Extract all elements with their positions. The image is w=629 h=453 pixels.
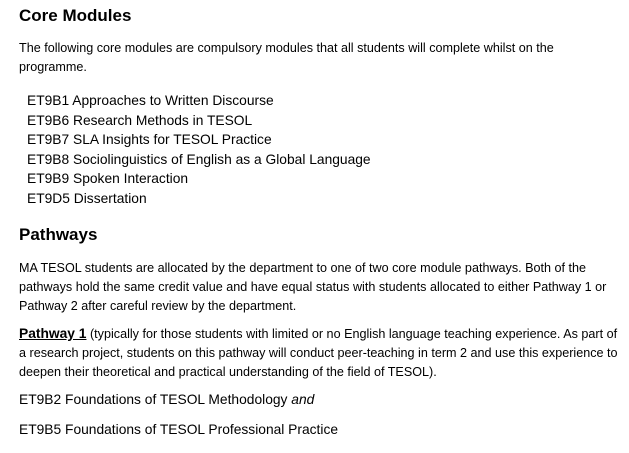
module-item: ET9D5 Dissertation (27, 190, 147, 206)
module-item: ET9B6 Research Methods in TESOL (27, 112, 253, 128)
module-a-title: ET9B2 Foundations of TESOL Methodology (19, 391, 292, 407)
module-a-conjunction: and (291, 391, 315, 407)
module-item: ET9B1 Approaches to Written Discourse (27, 93, 274, 108)
pathways-intro: MA TESOL students are allocated by the department to one of two core module pathways. Both of the pathways hold the same credit value and have equal status with students allocated to either Pathway 1 or Pathway 2 after careful review by the department. (19, 260, 607, 313)
core-module-list (19, 91, 629, 209)
core-modules-heading: Core Modules (19, 6, 132, 25)
pathway-1-description (19, 324, 622, 382)
core-modules-intro: The following core modules are compulsory modules that all students will complete whilst on the programme. (19, 41, 554, 74)
pathways-heading: Pathways (19, 224, 98, 244)
pathway-1-text: (typically for those students with limited or no English language teaching experience. As part of a research project, students on this pathway will conduct peer-teaching in term 2 and use this experience to deepen their theoretical and practical understanding of the field of TESOL). (19, 326, 618, 379)
pathway-1-module-b: ET9B5 Foundations of TESOL Professional Practice (19, 421, 339, 437)
module-item: ET9B7 SLA Insights for TESOL Practice (27, 132, 272, 148)
module-item: ET9B9 Spoken Interaction (27, 171, 189, 187)
module-item: ET9B8 Sociolinguistics of English as a Global Language (27, 151, 371, 167)
pathway-1-label: Pathway 1 (19, 325, 87, 341)
pathway-1-module-a (19, 390, 622, 409)
